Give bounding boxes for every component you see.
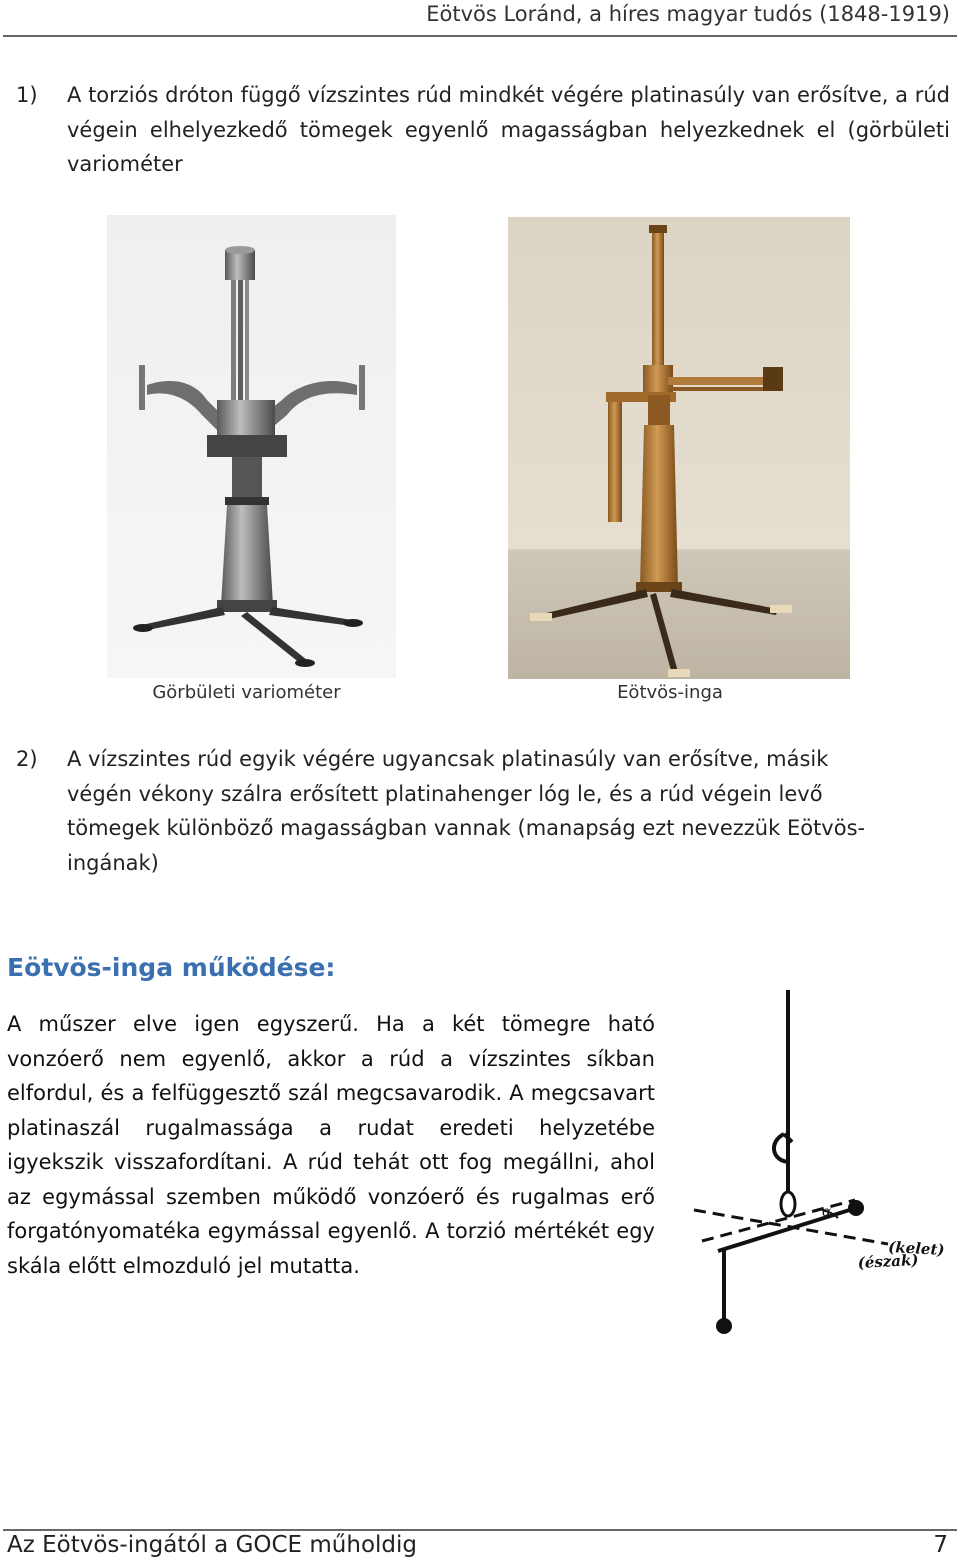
- list-number-1: 1): [16, 83, 38, 107]
- section-heading: Eötvös-inga működése:: [7, 953, 336, 982]
- eotvos-pendulum-photo: [508, 217, 850, 679]
- footer-divider: [3, 1529, 957, 1531]
- section-paragraph: A műszer elve igen egyszerű. Ha a két tömegre ható vonzóerő nem egyenlő, akkor a rúd a vízszintes síkban elfordul, és a felfüggesztő szál megcsavarodik. A megcsavart platinaszál rugalmassága a rudat eredeti helyzetébe igyekszik visszafordítani. A rúd tehát ott fog megállni, ahol az egymással szemben működő vonzóerő és rugalmas erő forgatónyomatéka egymással egyenlő. A torzió mértékét egy skála előtt elmozduló jel mutatta.: [7, 1012, 655, 1278]
- list-text-2-line: A vízszintes rúd egyik végére ugyancsak platinasúly van erősítve, másik: [67, 747, 829, 771]
- list-item-2: [16, 742, 950, 880]
- list-text-2-line: ingának): [67, 850, 159, 875]
- left-figure-caption: Görbületi variométer: [152, 682, 341, 703]
- footer-title: Az Eötvös-ingától a GOCE műholdig: [7, 1532, 418, 1558]
- pendulum-diagram: [672, 966, 944, 1351]
- list-text-2-line: végén vékony szálra erősített platinahenger lóg le, és a rúd végein levő: [67, 781, 823, 806]
- east-label: (kelet): [887, 1238, 944, 1259]
- list-text-1: A torziós dróton függő vízszintes rúd mindkét végére platinasúly van erősítve, a rúd végein elhelyezkedő tömegek egyenlő magasságban helyezkednek el (görbületi variométer: [67, 83, 950, 176]
- curvature-variometer-photo: [107, 215, 396, 678]
- right-figure-caption: Eötvös-inga: [617, 682, 723, 703]
- page-number: 7: [933, 1532, 948, 1558]
- list-text-2-line: tömegek különböző magasságban vannak (manapság ezt nevezzük Eötvös-: [67, 816, 866, 840]
- header-divider: [3, 35, 957, 37]
- north-label: (észak): [857, 1250, 919, 1272]
- angle-label: α: [822, 1204, 832, 1220]
- running-header: Eötvös Loránd, a híres magyar tudós (1848-1919): [426, 2, 950, 26]
- list-item-1: [16, 78, 950, 182]
- list-number-2: 2): [16, 747, 38, 771]
- list-text-2: [67, 742, 950, 880]
